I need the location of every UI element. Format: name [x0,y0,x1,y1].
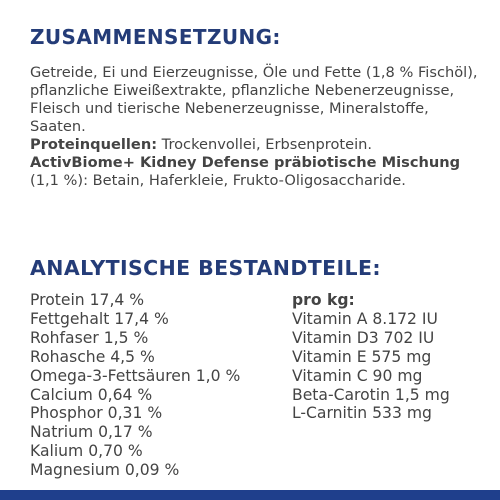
analysis-item: Rohasche 4,5 % [30,347,155,366]
composition-text [30,64,480,190]
analysis-item: Rohfaser 1,5 % [30,328,149,347]
vitamin-item: Vitamin E 575 mg [292,347,432,366]
ingredients-text: Getreide, Ei und Eierzeugnisse, Öle und Fette (1,8 % Fischöl), pflanzliche Eiweißextrakte, pflanzliche Nebenerzeugnisse, Fleisch und tierische Nebenerzeugnisse, Mineralstoffe, Saaten. [30,64,478,135]
analysis-item: Phosphor 0,31 % [30,404,163,423]
vitamin-item: Vitamin A 8.172 IU [292,309,438,328]
vitamin-item: Beta-Carotin 1,5 mg [292,385,450,404]
analysis-right-column [292,291,450,423]
vitamin-item: L-Carnitin 533 mg [292,404,432,423]
vitamin-item: Vitamin D3 702 IU [292,328,435,347]
analysis-item: Magnesium 0,09 % [30,461,180,480]
analysis-heading: ANALYTISCHE BESTANDTEILE: [30,256,382,280]
prebiotic-text: (1,1 %): Betain, Haferkleie, Frukto-Oligosaccharide. [30,172,406,189]
footer-bar [0,490,500,500]
analysis-item: Fettgehalt 17,4 % [30,309,169,328]
analysis-item: Kalium 0,70 % [30,442,143,461]
analysis-left-column [30,291,240,480]
analysis-item: Calcium 0,64 % [30,385,153,404]
per-kg-header: pro kg: [292,291,355,309]
analysis-item: Omega-3-Fettsäuren 1,0 % [30,366,241,385]
analysis-item: Protein 17,4 % [30,291,145,309]
vitamin-item: Vitamin C 90 mg [292,366,423,385]
prebiotic-label: ActivBiome+ Kidney Defense präbiotische Mischung [30,154,461,171]
analysis-item: Natrium 0,17 % [30,423,153,442]
protein-sources-label: Proteinquellen: [30,136,158,153]
protein-sources-text: Trockenvollei, Erbsenprotein. [157,136,373,153]
composition-heading: ZUSAMMENSETZUNG: [30,25,281,49]
